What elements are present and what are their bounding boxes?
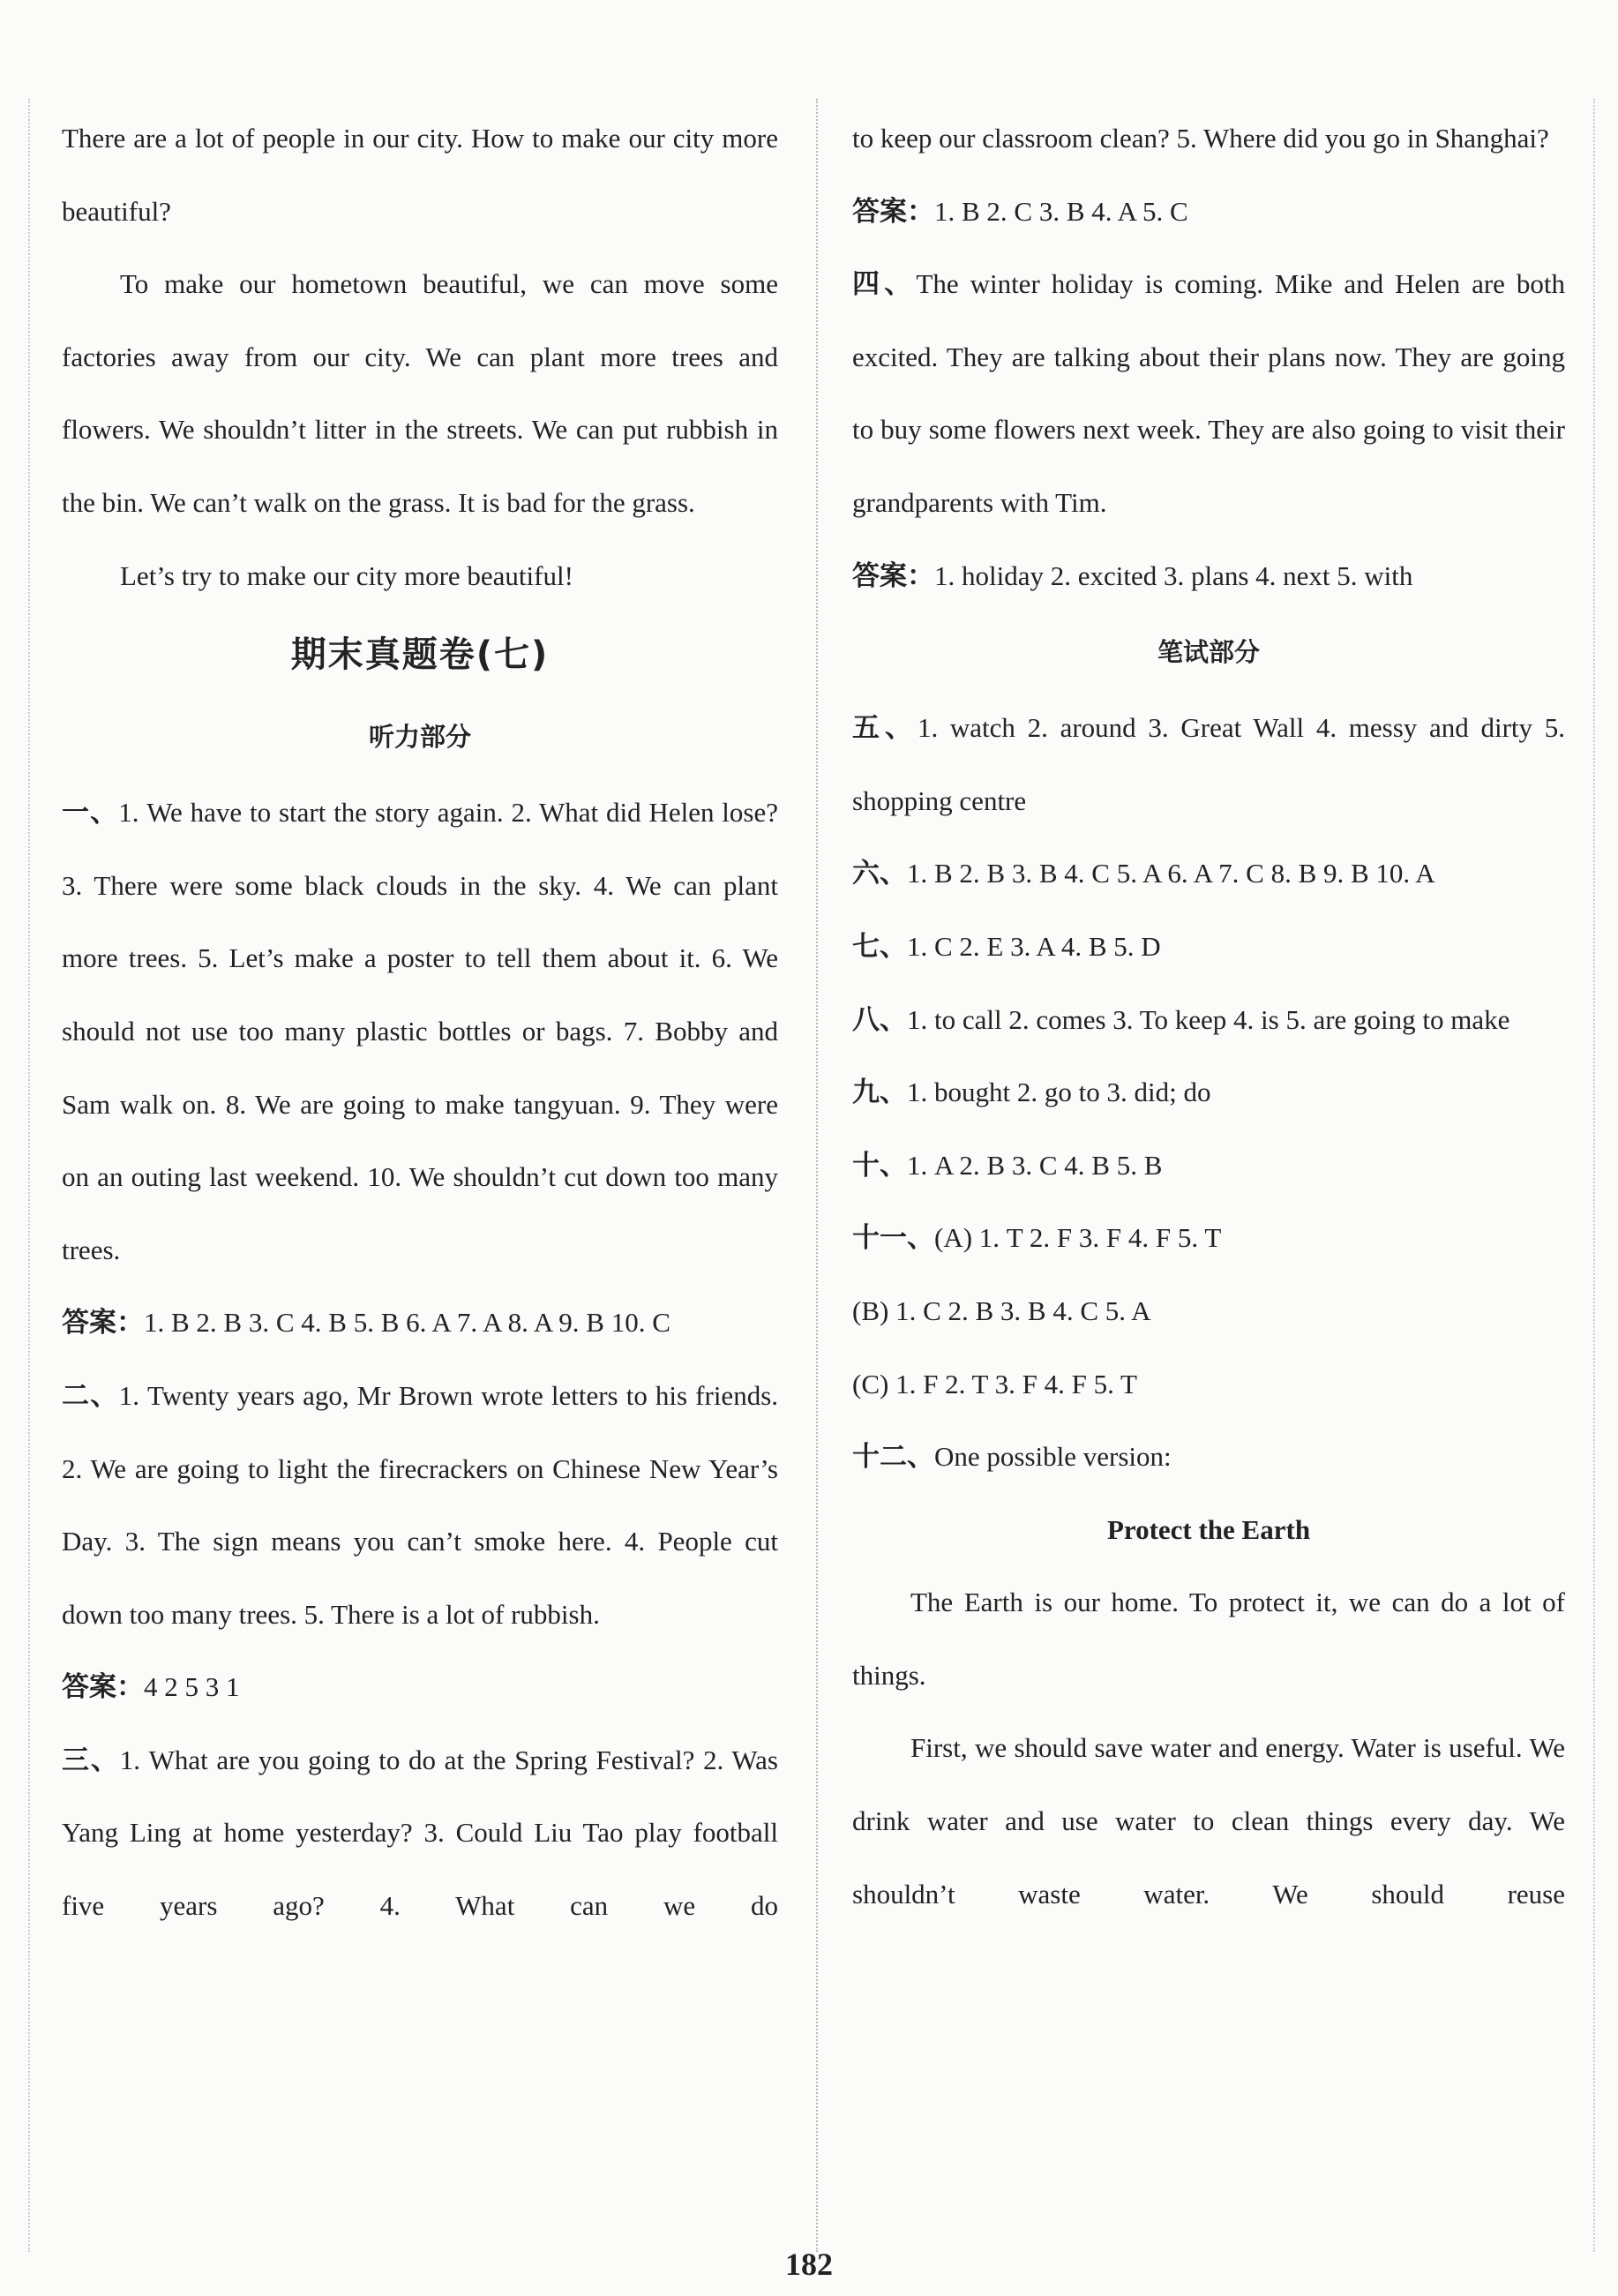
exam-title: 期末真题卷(七) [290, 634, 550, 676]
answer-2 [62, 1651, 778, 1724]
answer-text: (A) 1. T 2. F 3. F 4. F 5. T [934, 1222, 1222, 1254]
question-label: 七、 [852, 930, 907, 963]
question-label: 四、 [852, 268, 917, 301]
answer-text: 1. B 2. C 3. B 4. A 5. C [934, 195, 1188, 227]
answer-text: 1. holiday 2. excited 3. plans 4. next 5. with [934, 559, 1413, 591]
question-label: 十、 [852, 1149, 907, 1182]
question-8 [852, 984, 1565, 1057]
answer-1 [62, 1287, 778, 1360]
left-column [62, 102, 778, 1943]
question-label: 八、 [852, 1003, 907, 1036]
essay-paragraph: There are a lot of people in our city. How to make our city more beautiful? [62, 123, 778, 227]
question-2 [62, 1360, 778, 1651]
question-1 [62, 777, 778, 1287]
answer-text: 1. C 2. E 3. A 4. B 5. D [907, 930, 1161, 962]
question-label: 五、 [852, 712, 918, 745]
question-6 [852, 837, 1565, 911]
answer-label: 答案： [852, 559, 934, 592]
question-text: 1. What are you going to do at the Spring Festival? 2. Was Yang Ling at home yesterday? 3. Could Liu Tao play football five years ago? 4. What can we do [62, 1744, 778, 1922]
essay-title: Protect the Earth [1106, 1513, 1311, 1545]
question-5 [852, 692, 1565, 837]
question-label: 十一、 [852, 1222, 934, 1255]
written-heading: 笔试部分 [1157, 637, 1260, 668]
question-4 [852, 248, 1565, 539]
answer-3 [852, 176, 1565, 249]
question-10 [852, 1129, 1565, 1203]
answer-label: 答案： [62, 1671, 144, 1704]
question-text: 1. We have to start the story again. 2. What did Helen lose? 3. There were some black clouds in the sky. 4. We can plant more trees. 5. Let’s make a poster to tell them about it. 6. We should not use too many plastic bottles or bags. 7. Bobby and Sam walk on. 8. We are going to make tangyuan. 9. They were on an outing last weekend. 10. We shouldn’t cut down too many trees. [62, 797, 778, 1265]
question-12 [852, 1421, 1565, 1494]
page-number: 182 [785, 2247, 833, 2282]
question-11b: (B) 1. C 2. B 3. B 4. C 5. A [852, 1294, 1151, 1326]
question-label: 一、 [62, 797, 119, 829]
question-label: 二、 [62, 1379, 119, 1412]
left-margin-rule [28, 99, 30, 2252]
answer-text: 1. to call 2. comes 3. To keep 4. is 5. are going to make [907, 1003, 1510, 1035]
essay-paragraph: First, we should save water and energy. Water is useful. We drink water and use water to clean things every day. We shouldn’t waste water. We should reuse [852, 1732, 1565, 1910]
answer-label: 答案： [852, 195, 934, 228]
essay-paragraph: To make our hometown beautiful, we can move some factories away from our city. We can plant more trees and flowers. We shouldn’t litter in the streets. We can put rubbish in the bin. We can’t walk on the grass. It is bad for the grass. [62, 268, 778, 518]
answer-text: 1. B 2. B 3. C 4. B 5. B 6. A 7. A 8. A 9. B 10. C [144, 1307, 670, 1339]
question-label: 六、 [852, 858, 907, 890]
question-9 [852, 1056, 1565, 1129]
question-text: The winter holiday is coming. Mike and Helen are both excited. They are talking about their plans now. They are going to buy some flowers next week. They are also going to visit their grandparents with Tim. [852, 268, 1565, 518]
question-text: One possible version: [934, 1441, 1172, 1473]
essay-paragraph: Let’s try to make our city more beautiful! [120, 559, 573, 591]
answer-text: 1. bought 2. go to 3. did; do [907, 1077, 1211, 1108]
column-divider [816, 99, 818, 2252]
answer-4 [852, 540, 1565, 613]
essay-paragraph: The Earth is our home. To protect it, we can do a lot of things. [852, 1587, 1565, 1691]
question-11a [852, 1202, 1565, 1275]
answer-text: 1. watch 2. around 3. Great Wall 4. messy and dirty 5. shopping centre [852, 712, 1566, 816]
right-margin-rule [1593, 99, 1595, 2252]
question-3 [62, 1724, 778, 1943]
question-label: 九、 [852, 1077, 907, 1109]
question-3-continued: to keep our classroom clean? 5. Where did you go in Shanghai? [852, 123, 1549, 154]
question-text: 1. Twenty years ago, Mr Brown wrote letters to his friends. 2. We are going to light the firecrackers on Chinese New Year’s Day. 3. The sign means you can’t smoke here. 4. People cut down too many trees. 5. There is a lot of rubbish. [62, 1379, 779, 1630]
answer-text: 1. B 2. B 3. B 4. C 5. A 6. A 7. C 8. B 9. B 10. A [907, 858, 1435, 889]
question-label: 三、 [62, 1744, 120, 1776]
listening-heading: 听力部分 [368, 722, 471, 753]
answer-text: 1. A 2. B 3. C 4. B 5. B [907, 1149, 1163, 1181]
question-11c: (C) 1. F 2. T 3. F 4. F 5. T [852, 1368, 1137, 1399]
answer-text: 4 2 5 3 1 [144, 1671, 240, 1703]
answer-label: 答案： [62, 1307, 144, 1339]
question-label: 十二、 [852, 1441, 934, 1474]
question-7 [852, 911, 1565, 984]
right-column [852, 102, 1565, 1931]
